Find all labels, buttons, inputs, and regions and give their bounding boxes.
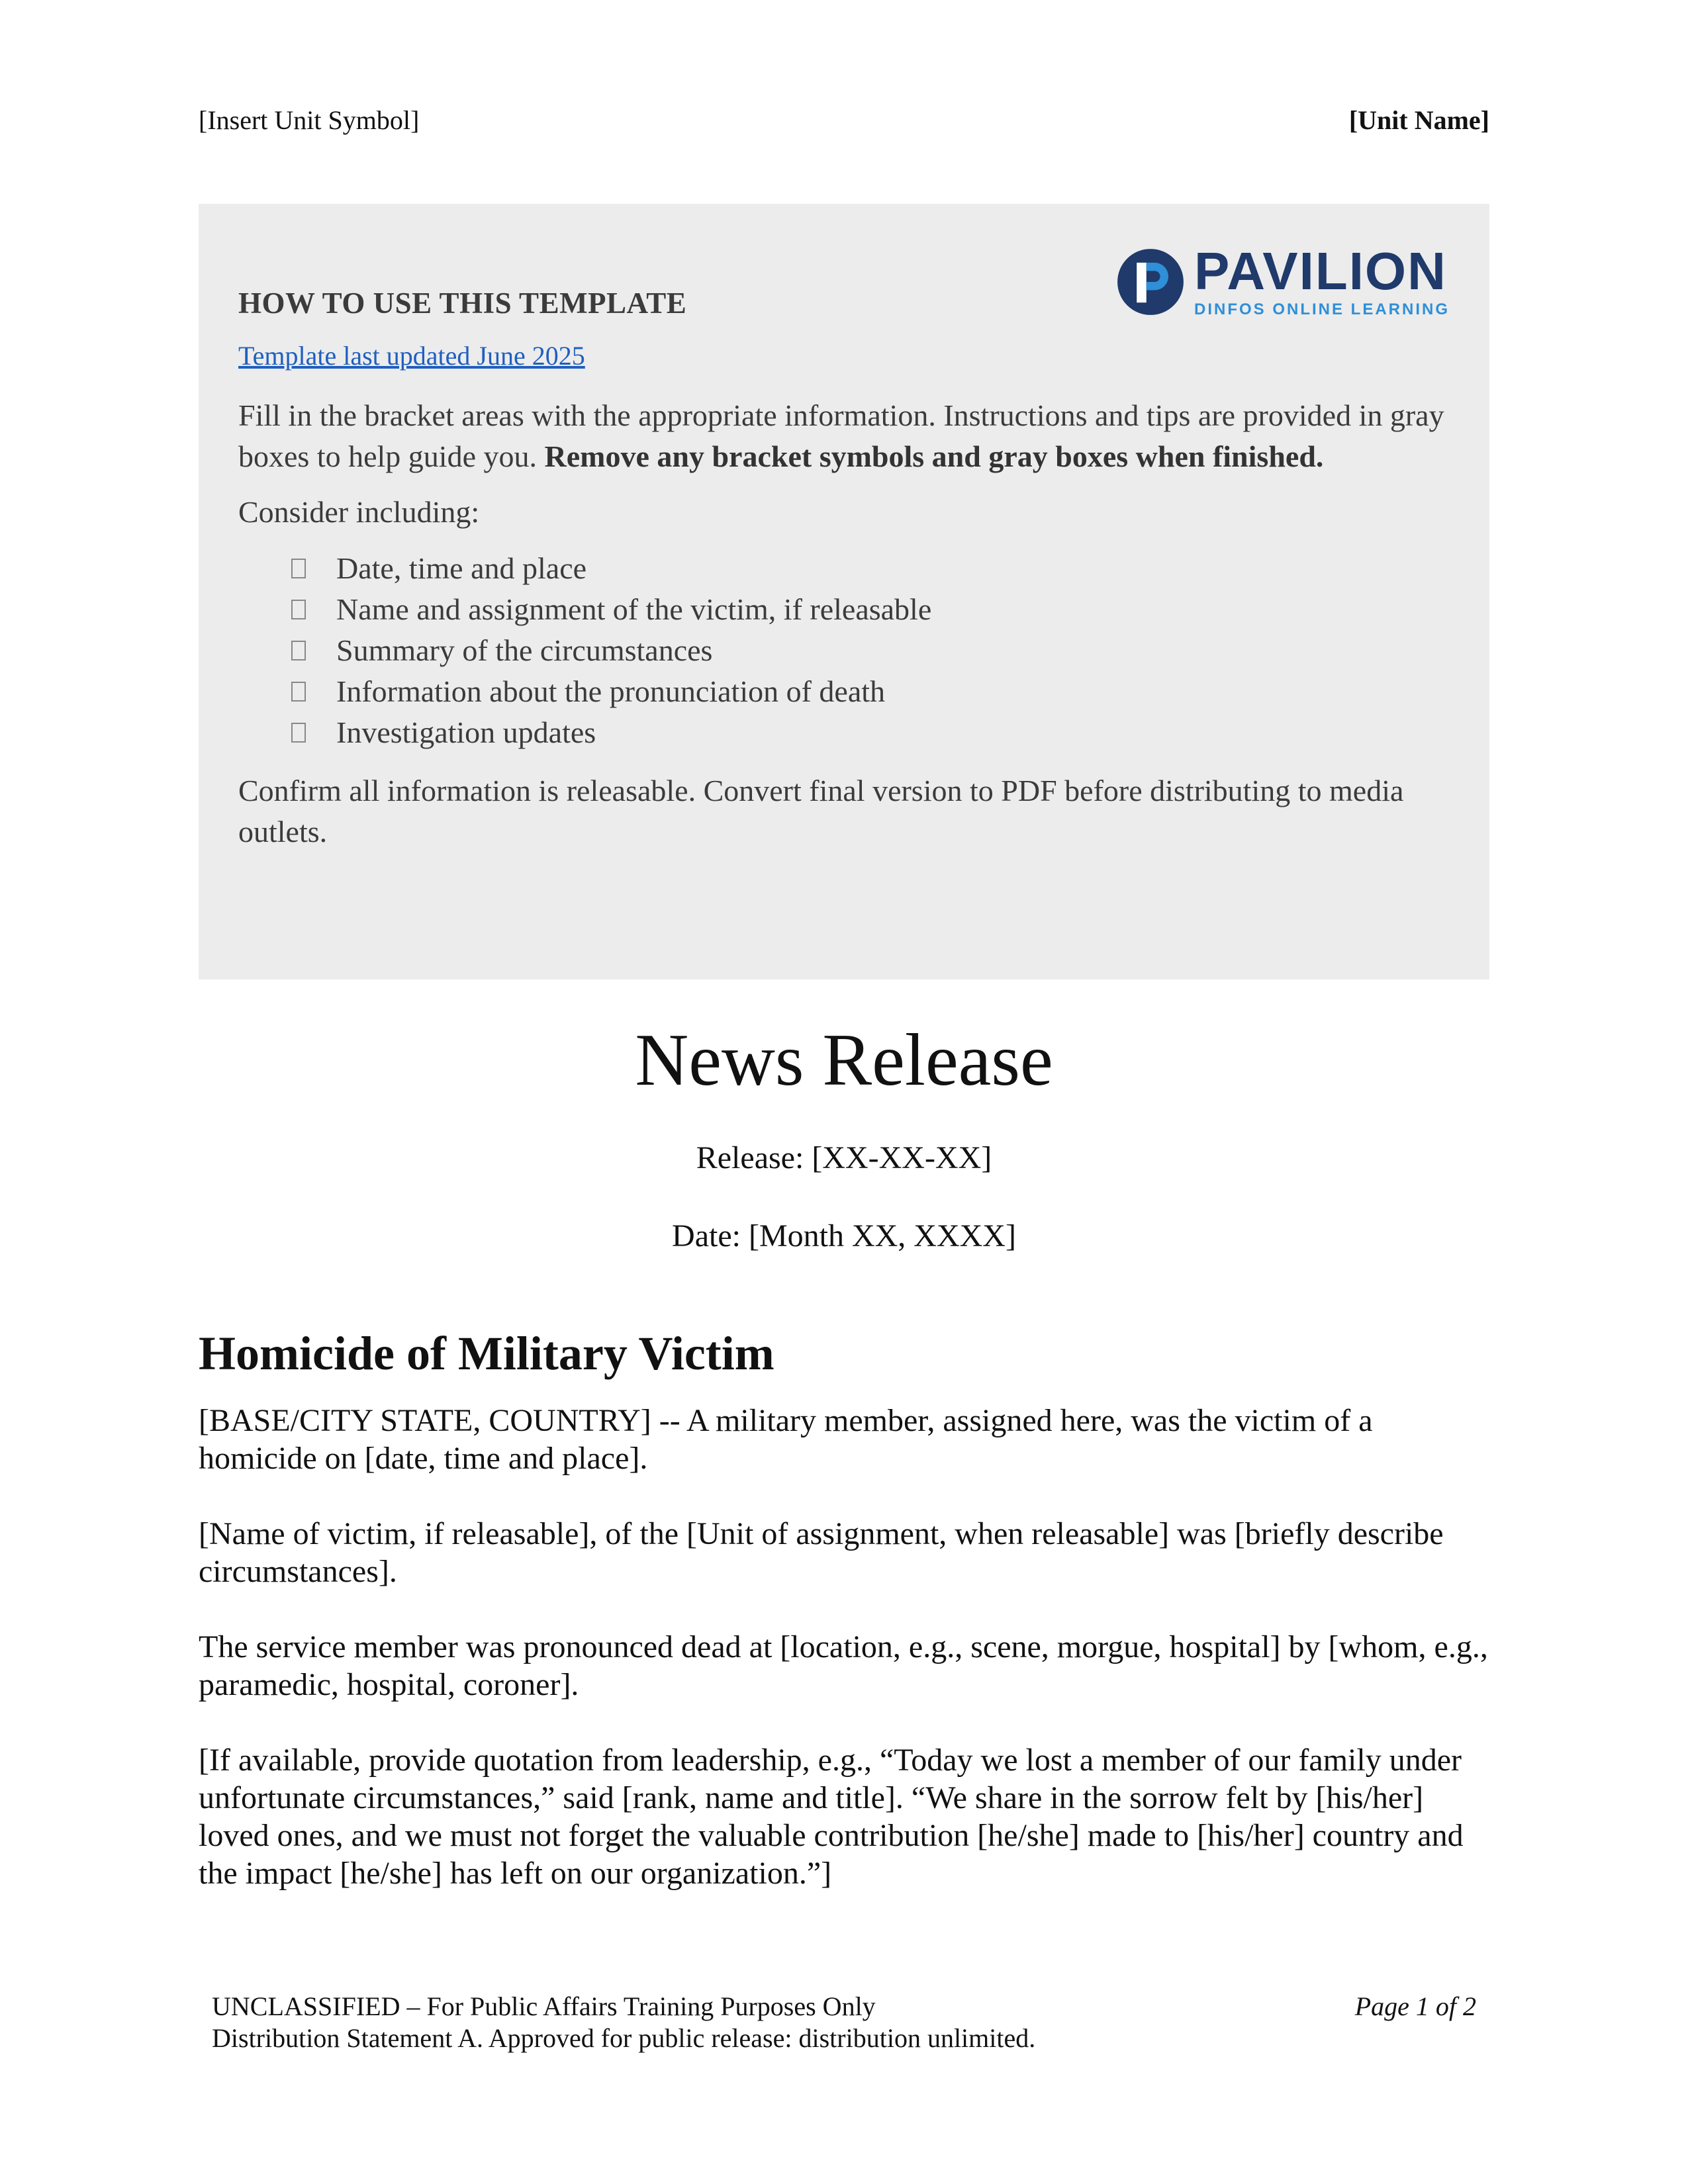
guide-heading: HOW TO USE THIS TEMPLATE (238, 287, 687, 320)
list-item (291, 671, 1450, 712)
page-number: Page 1 of 2 (1354, 1991, 1476, 2021)
template-updated-link[interactable]: Template last updated June 2025 (238, 341, 585, 371)
news-release-title: News Release (635, 1019, 1053, 1101)
guide-instructions (238, 395, 1450, 477)
list-item (291, 712, 1450, 753)
list-item (291, 589, 1450, 630)
consider-label: Consider including: (238, 495, 480, 529)
template-instructions-box (199, 204, 1489, 979)
article-paragraph: The service member was pronounced dead at [location, e.g., scene, morgue, hospital] by [whom, e.g., paramedic, hospital, coroner]. (199, 1629, 1488, 1702)
pavilion-logo-icon (1116, 248, 1185, 316)
article-paragraph: [Name of victim, if releasable], of the [Unit of assignment, when releasable] was [briefly describe circumstances]. (199, 1516, 1444, 1589)
list-item-text: Date, time and place (336, 551, 587, 585)
unit-symbol-placeholder: [Insert Unit Symbol] (199, 105, 420, 135)
article-headline: Homicide of Military Victim (199, 1327, 774, 1380)
list-item-text: Investigation updates (336, 715, 596, 749)
checkbox-icon (291, 600, 306, 619)
release-number: Release: [XX-XX-XX] (696, 1140, 992, 1175)
logo-subtitle: DINFOS ONLINE LEARNING (1194, 300, 1450, 318)
page-footer (212, 1991, 1476, 2054)
list-item-text: Name and assignment of the victim, if releasable (336, 592, 932, 626)
guide-confirm-note: Confirm all information is releasable. Convert final version to PDF before distributing to media outlets. (238, 774, 1404, 848)
article-paragraph: [BASE/CITY STATE, COUNTRY] -- A military member, assigned here, was the victim of a homicide on [date, time and place]. (199, 1403, 1373, 1476)
checkbox-icon (291, 723, 306, 743)
guide-instructions-emphasis: Remove any bracket symbols and gray boxes when finished. (544, 439, 1324, 473)
logo-wordmark: PAVILION (1194, 242, 1447, 300)
classification-line: UNCLASSIFIED – For Public Affairs Training Purposes Only (212, 1991, 876, 2021)
list-item-text: Information about the pronunciation of death (336, 674, 886, 708)
checkbox-icon (291, 682, 306, 702)
pavilion-logo-text (1194, 242, 1450, 319)
list-item (291, 548, 1450, 589)
unit-name-placeholder: [Unit Name] (1348, 105, 1489, 135)
checkbox-icon (291, 641, 306, 660)
list-item (291, 630, 1450, 671)
list-item-text: Summary of the circumstances (336, 633, 713, 667)
guide-instructions-text: Fill in the bracket areas with the appropriate information. Instructions and tips are provided in gray boxes to help guide you. (238, 398, 1444, 473)
checkbox-icon (291, 559, 306, 578)
distribution-statement: Distribution Statement A. Approved for public release: distribution unlimited. (212, 2023, 1036, 2053)
article-paragraph: [If available, provide quotation from leadership, e.g., “Today we lost a member of our family under unfortunate circumstances,” said [rank, name and title]. “We share in the sorrow felt by [his/her] loved ones, and we must not forget the valuable contribution [he/she] made to [his/her] country and the impact [he/she] has left on our organization.”] (199, 1743, 1464, 1891)
consider-list (238, 548, 1450, 753)
article-body (199, 1402, 1489, 1930)
release-date: Date: [Month XX, XXXX] (672, 1218, 1016, 1253)
pavilion-logo (1116, 242, 1450, 319)
